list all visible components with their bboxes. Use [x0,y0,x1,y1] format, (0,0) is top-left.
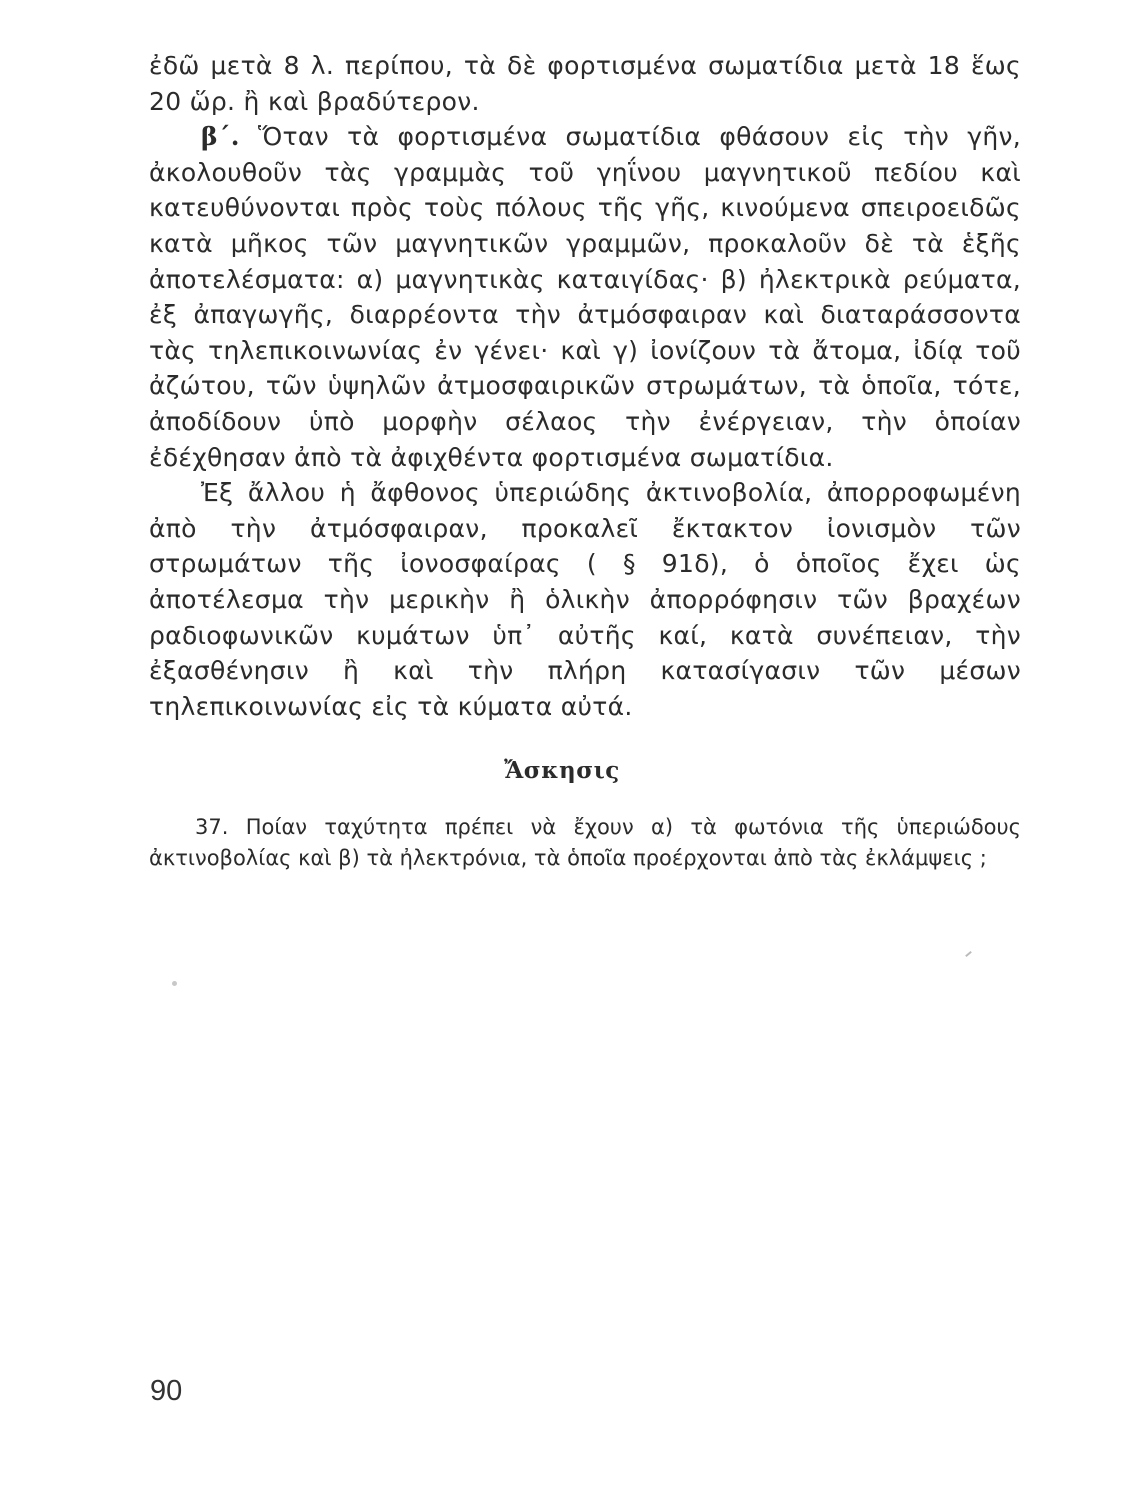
body-text [149,48,1021,724]
paragraph-ionosphere: Ἐξ ἄλλου ἡ ἄφθονος ὑπεριώδης ἀκτινοβολία, ἀπορροφωμένη ἀπὸ τὴν ἀτμόσφαιραν, προκαλεῖ ἔκτακτον ἰονισμὸν τῶν στρωμάτων τῆς ἰονοσφαίρας ( § 91δ), ὁ ὁποῖος ἔχει ὡς ἀποτέλεσμα τὴν μερικὴν ἢ ὁλικὴν ἀπορρόφησιν τῶν βραχέων ραδιοφωνικῶν κυμάτων ὑπ᾽ αὐτῆς καί, κατὰ συνέπειαν, τὴν ἐξασθένησιν ἢ καὶ τὴν πλήρη κατασίγασιν τῶν μέσων τηλεπικοινωνίας εἰς τὰ κύματα αὐτά. [149,478,1021,721]
exercise-number: 37. [195,815,229,839]
paper-mark [965,951,972,957]
paragraph-beta-text: Ὅταν τὰ φορτισμένα σωματίδια φθάσουν εἰς τὴν γῆν, ἀκολουθοῦν τὰς γραμμὰς τοῦ γηΐνου μαγνητικοῦ πεδίου καὶ κατευθύνονται πρὸς τοὺς πόλους τῆς γῆς, κινούμενα σπειροειδῶς κατὰ μῆκος τῶν μαγνητικῶν γραμμῶν, προκαλοῦν δὲ τὰ ἑξῆς ἀποτελέσματα: α) μαγνητικὰς καταιγίδας· β) ἠλεκτρικὰ ρεύματα, ἐξ ἀπαγωγῆς, διαρρέοντα τὴν ἀτμόσφαιραν καὶ διαταράσσοντα τὰς τηλεπικοινωνίας ἐν γένει· καὶ γ) ἰονίζουν τὰ ἄτομα, ἰδίᾳ τοῦ ἀζώτου, τῶν ὑψηλῶν ἀτμοσφαιρικῶν στρωμάτων, τὰ ὁποῖα, τότε, ἀποδίδουν ὑπὸ μορφὴν σέλαος τὴν ἐνέργειαν, τὴν ὁποίαν ἐδέχθησαν ἀπὸ τὰ ἀφιχθέντα φορτισμένα σωματίδια. [149,122,1021,472]
paper-speck [172,981,177,986]
exercise-text: Ποίαν ταχύτητα πρέπει νὰ ἔχουν α) τὰ φωτόνια τῆς ὑπεριώδους ἀκτινοβολίας καὶ β) τὰ ἠλεκτρόνια, τὰ ὁποῖα προέρχονται ἀπὸ τὰς ἐκλάμψεις ; [149,815,1021,870]
page-number: 90 [150,1375,183,1407]
paragraph-label: β΄. [201,122,240,152]
exercise-item [149,812,1021,874]
section-heading: Ἄσκησις [504,757,620,784]
paragraph-beta [149,119,1021,475]
paragraph-continuation: ἐδῶ μετὰ 8 λ. περίπου, τὰ δὲ φορτισμένα σωματίδια μετὰ 18 ἕως 20 ὥρ. ἢ καὶ βραδύτερον. [149,51,1021,116]
